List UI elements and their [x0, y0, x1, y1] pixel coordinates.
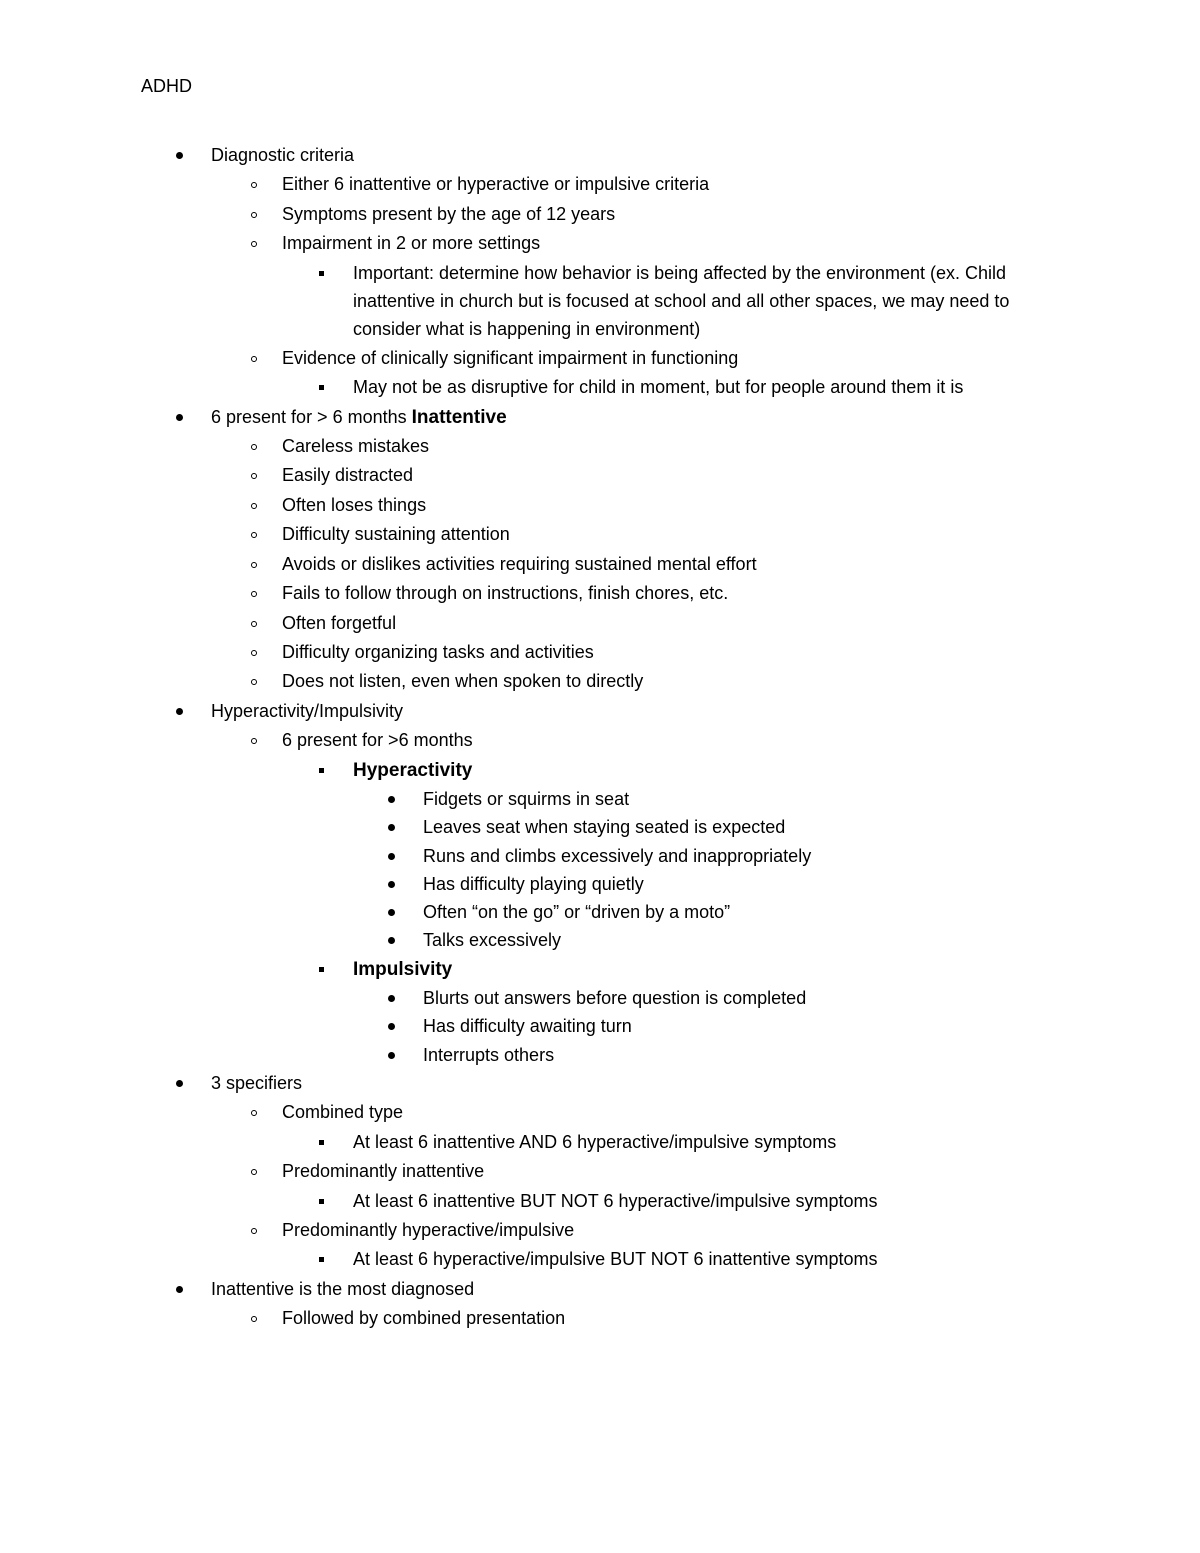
item-text: Often forgetful [282, 612, 397, 633]
section-heading: Inattentive [411, 406, 507, 428]
item-text: At least 6 hyperactive/impulsive BUT NOT 6 inattentive symptoms [353, 1249, 878, 1270]
item-text: Followed by combined presentation [282, 1308, 566, 1329]
list-item [0, 403, 1200, 432]
list-item [0, 520, 1200, 549]
item-text: Either 6 inattentive or hyperactive or impulsive criteria [282, 174, 710, 195]
list-item [0, 1304, 1200, 1333]
list-item [0, 785, 1200, 813]
item-text: Talks excessively [423, 930, 562, 951]
list-item [0, 1098, 1200, 1127]
list-item [0, 200, 1200, 229]
item-text: Easily distracted [282, 465, 414, 486]
item-text: Leaves seat when staying seated is expected [423, 817, 786, 838]
item-text: Combined type [282, 1102, 404, 1123]
item-text: Avoids or dislikes activities requiring sustained mental effort [282, 553, 757, 574]
item-text: Difficulty sustaining attention [282, 524, 510, 545]
list-item [0, 1245, 1200, 1274]
item-text: At least 6 inattentive BUT NOT 6 hyperactive/impulsive symptoms [353, 1190, 878, 1211]
item-text: Difficulty organizing tasks and activities [282, 641, 594, 662]
item-text: Symptoms present by the age of 12 years [282, 203, 616, 224]
item-text: Impairment in 2 or more settings [282, 233, 541, 254]
list-item [0, 491, 1200, 520]
outline-list [0, 141, 1200, 1334]
list-item [0, 1275, 1200, 1304]
item-text: Fidgets or squirms in seat [423, 788, 630, 809]
item-text: Has difficulty playing quietly [423, 873, 644, 894]
list-item [0, 1128, 1200, 1157]
list-item [0, 697, 1200, 726]
list-item [0, 1187, 1200, 1216]
list-item [0, 579, 1200, 608]
item-text: Predominantly inattentive [282, 1161, 485, 1182]
list-item [0, 898, 1200, 926]
list-item [0, 1069, 1200, 1098]
item-text: Runs and climbs excessively and inappropriately [423, 845, 812, 866]
item-text: Interrupts others [423, 1044, 555, 1065]
item-text: Blurts out answers before question is completed [423, 988, 807, 1009]
item-text: Fails to follow through on instructions, finish chores, etc. [282, 583, 729, 604]
section-heading: Hyperactivity [353, 759, 473, 781]
important-label: Important: [353, 262, 435, 283]
item-text: Often loses things [282, 494, 427, 515]
list-item [0, 141, 1200, 170]
list-item [0, 229, 1200, 258]
item-text: Hyperactivity/Impulsivity [211, 700, 404, 721]
list-item [0, 984, 1200, 1012]
item-text: Does not listen, even when spoken to directly [282, 671, 644, 692]
list-item [0, 926, 1200, 954]
document-title: ADHD [141, 76, 193, 96]
list-item [0, 638, 1200, 667]
item-text: 6 present for >6 months [282, 730, 473, 751]
list-item [0, 373, 1200, 402]
list-item [0, 344, 1200, 373]
list-item [0, 259, 1053, 344]
list-item [0, 813, 1200, 841]
item-text: At least 6 inattentive AND 6 hyperactive/impulsive symptoms [353, 1131, 837, 1152]
item-text: determine how behavior is being affected by the environment (ex. Child inattentive in church but is focused at school and all other spaces, we may need to consider what is happening in environment) [353, 262, 1010, 340]
list-item [0, 550, 1200, 579]
list-item [0, 1041, 1200, 1069]
list-item [0, 1157, 1200, 1186]
list-item [0, 842, 1200, 870]
list-item [0, 609, 1200, 638]
item-text: Inattentive is the most diagnosed [211, 1278, 475, 1299]
section-heading: Impulsivity [353, 958, 453, 980]
item-text: Careless mistakes [282, 436, 430, 457]
item-text: Evidence of clinically significant impairment in functioning [282, 347, 739, 368]
item-text: Often “on the go” or “driven by a moto” [423, 902, 731, 923]
list-item [0, 1012, 1200, 1040]
item-text: Diagnostic criteria [211, 145, 355, 165]
list-item [0, 756, 1200, 785]
item-text: May not be as disruptive for child in moment, but for people around them it is [353, 377, 964, 398]
list-item [0, 461, 1200, 490]
item-text: 6 present for > 6 months [211, 406, 412, 427]
list-item [0, 432, 1200, 461]
list-item [0, 726, 1200, 755]
item-text: Predominantly hyperactive/impulsive [282, 1220, 575, 1241]
list-item [0, 955, 1200, 984]
item-text: Has difficulty awaiting turn [423, 1016, 632, 1037]
item-text: 3 specifiers [211, 1073, 303, 1094]
list-item [0, 870, 1200, 898]
list-item [0, 1216, 1200, 1245]
list-item [0, 667, 1200, 696]
list-item [0, 170, 1200, 199]
